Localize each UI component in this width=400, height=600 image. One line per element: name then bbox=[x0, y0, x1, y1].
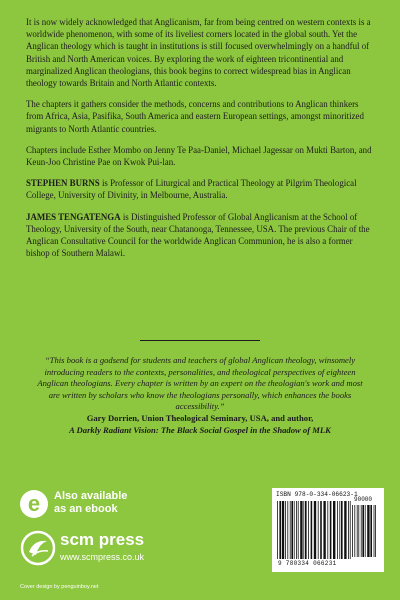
editor-name-burns: STEPHEN BURNS bbox=[26, 178, 100, 189]
barcode-bar bbox=[296, 501, 297, 559]
barcode-bars bbox=[277, 501, 351, 559]
blurb bbox=[26, 16, 376, 268]
barcode-bar bbox=[279, 501, 281, 559]
publisher-name: scm press bbox=[60, 530, 145, 549]
barcode-bar bbox=[361, 505, 362, 557]
barcode-bar bbox=[327, 501, 328, 559]
barcode-bar bbox=[365, 505, 366, 557]
endorsement-quote: “This book is a godsend for students and teachers of global Anglican theology, winsomely introducing readers to the contexts, personalities, and theological perspectives of eighteen Anglican theologians. Every chapter is written by an expert on the theologian's work and most are written by scholars who know the theologians personally, which enhances the books accessibility.” bbox=[37, 355, 363, 412]
barcode-bar bbox=[348, 501, 349, 559]
barcode-bar bbox=[303, 501, 304, 559]
barcode-bar bbox=[294, 501, 295, 559]
barcode-number: 9 780334 066231 bbox=[278, 560, 337, 567]
barcode-bar bbox=[277, 501, 278, 559]
barcode-bar bbox=[339, 501, 340, 559]
publisher-url[interactable]: www.scmpress.co.uk bbox=[60, 552, 145, 562]
publisher-block bbox=[20, 528, 180, 578]
ebook-badge bbox=[20, 488, 160, 522]
barcode-bar bbox=[300, 501, 302, 559]
editor-bio-text-burns: is Professor of Liturgical and Practical Theology at Pilgrim Theological College, University of Divinity, in Melbourne, Australia. bbox=[26, 178, 357, 201]
editor-name-tengatenga: JAMES TENGATENGA bbox=[26, 211, 121, 222]
barcode-bar bbox=[290, 501, 291, 559]
barcode-bar bbox=[362, 505, 364, 557]
blurb-paragraph-3: Chapters include Esther Mombo on Jenny Te Paa-Daniel, Michael Jagessar on Mukti Barton, and Keun-Joo Christine Pae on Kwok Pui-lan. bbox=[26, 144, 372, 168]
ebook-line-1: Also available bbox=[54, 490, 128, 502]
barcode-bar bbox=[330, 501, 332, 559]
barcode-bar bbox=[352, 505, 353, 557]
e-icon: e bbox=[20, 490, 48, 518]
barcode-bar bbox=[287, 501, 288, 559]
barcode-bar bbox=[291, 501, 293, 559]
barcode-addon-number: 90000 bbox=[354, 496, 373, 503]
editor-bio-text-tengatenga: is Distinguished Professor of Global Anglicanism at the School of Theology, University of the South, near Chatanooga, Tennessee, USA. The previous Chair of the Anglican Consultative Council for the worldwide Anglican Communion, he is also a former bishop of Southern Malawi. bbox=[26, 211, 370, 259]
barcode-bar bbox=[320, 501, 322, 559]
barcode-bar bbox=[367, 505, 369, 557]
isbn-text: ISBN 978-0-334-06623-1 bbox=[276, 491, 358, 498]
barcode bbox=[272, 488, 384, 572]
barcode-bar bbox=[341, 501, 343, 559]
barcode-bar bbox=[323, 501, 325, 559]
editor-bio-burns bbox=[26, 177, 376, 201]
ebook-label bbox=[54, 490, 127, 516]
barcode-bar bbox=[305, 501, 307, 559]
blurb-paragraph-1: It is now widely acknowledged that Anglicanism, far from being centred on western contexts is a worldwide phenomenon, with some of its liveliest corners located in the global south. Yet the Anglican theology which is taught in institutions is still focused overwhelmingly on a handful of British and North American voices. By exploring the work of eighteen tricontinential and marginalized Anglican theologians, this book begins to correct widespread bias in Anglican theology towards Britain and North Atlantic contexts. bbox=[26, 17, 371, 89]
barcode-bar bbox=[298, 501, 299, 559]
barcode-bar bbox=[308, 501, 309, 559]
endorsement-book-title: A Darkly Radiant Vision: The Black Social Gospel in the Shadow of MLK bbox=[69, 424, 331, 435]
barcode-bar bbox=[354, 505, 355, 557]
barcode-bar bbox=[358, 505, 359, 557]
barcode-bar bbox=[375, 505, 376, 557]
barcode-addon-bars bbox=[352, 505, 378, 557]
barcode-bar bbox=[370, 505, 372, 557]
barcode-bar bbox=[374, 505, 375, 557]
endorsement bbox=[36, 355, 364, 436]
blurb-paragraph-2: The chapters it gathers consider the methods, concerns and contributions to Anglican thinkers from Africa, Asia, Pasifika, South America and eastern European settings, amongst minoritized migrants to North Atlantic countries. bbox=[26, 99, 364, 134]
barcode-bar bbox=[333, 501, 335, 559]
barcode-bar bbox=[282, 501, 284, 559]
cover-design-credit: Cover design by penguinboy.net bbox=[20, 584, 99, 590]
barcode-bar bbox=[285, 501, 286, 559]
ebook-line-2: as an ebook bbox=[54, 503, 118, 515]
barcode-bar bbox=[311, 501, 313, 559]
editor-bio-tengatenga bbox=[26, 211, 376, 260]
barcode-bar bbox=[337, 501, 338, 559]
barcode-bar bbox=[314, 501, 316, 559]
barcode-bar bbox=[350, 501, 351, 559]
barcode-bar bbox=[344, 501, 346, 559]
endorsement-author: Gary Dorrien, Union Theological Seminary, USA, and author, bbox=[86, 412, 314, 423]
section-divider bbox=[140, 340, 260, 341]
barcode-bar bbox=[318, 501, 319, 559]
scm-logo-icon bbox=[20, 530, 56, 566]
barcode-bar bbox=[357, 505, 358, 557]
